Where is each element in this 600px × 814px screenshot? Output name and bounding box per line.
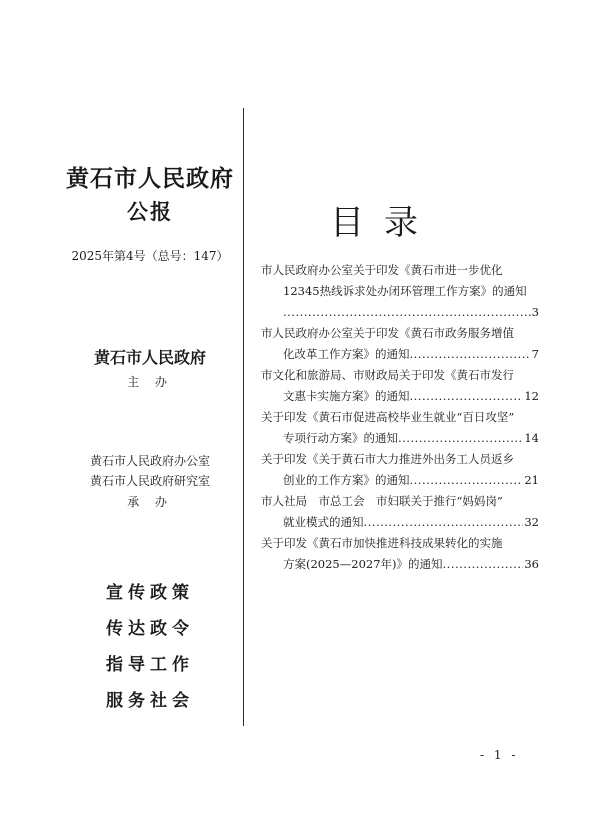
toc-entry-title-line: 方案(2025—2027年)》的通知 [283, 557, 443, 571]
toc-entry-page: 21 [524, 473, 539, 487]
toc-entry[interactable] [261, 449, 539, 491]
toc-entry-title-line: 关于印发《黄石市加快推进科技成果转化的实施 [261, 536, 503, 550]
toc-entry-title-line: 市文化和旅游局、市财政局关于印发《黄石市发行 [261, 368, 514, 382]
toc-leader-dots [410, 386, 524, 407]
toc-leader-dots [410, 470, 524, 491]
toc-leader-dots [283, 302, 532, 323]
issue-number: 2025年第4号（总号：147） [71, 249, 229, 263]
slogans [0, 578, 300, 722]
toc-entry-title-line: 关于印发《黄石市促进高校毕业生就业“百日攻坚” [261, 410, 515, 424]
toc-entry-title-line: 市人民政府办公室关于印发《黄石市进一步优化 [261, 263, 503, 277]
toc-entry-title-line: 市人社局 市总工会 市妇联关于推行“妈妈岗” [261, 494, 503, 508]
toc-entry[interactable] [261, 365, 539, 407]
toc-entry[interactable] [261, 323, 539, 365]
publication-title: 黄石市人民政府 [66, 165, 234, 192]
organizer-1: 黄石市人民政府办公室 [89, 454, 210, 468]
vertical-divider [243, 108, 244, 726]
cover-panel [0, 0, 243, 814]
toc-entry-title-line: 专项行动方案》的通知 [283, 431, 398, 445]
toc-entry-title-line: 12345热线诉求处办闭环管理工作方案》的通知 [283, 284, 527, 298]
organizer-2: 黄石市人民政府研究室 [89, 474, 210, 488]
slogan: 指导工作 [106, 655, 194, 675]
toc-entry[interactable] [261, 491, 539, 533]
toc-entry-page: 14 [524, 431, 539, 445]
publication-subtitle: 公报 [127, 199, 173, 224]
slogan: 服务社会 [106, 691, 194, 711]
page-number: - 1 - [480, 748, 519, 762]
toc-entry-title-line: 关于印发《关于黄石市大力推进外出务工人员返乡 [261, 452, 514, 466]
toc-entry-page: 3 [531, 305, 539, 319]
toc-entry-page: 36 [524, 557, 539, 571]
toc-leader-dots [410, 344, 531, 365]
sponsor-role: 主 办 [127, 375, 173, 389]
toc-entry-title-line: 就业模式的通知 [283, 515, 364, 529]
slogan: 传达政令 [106, 619, 194, 639]
organizer-role: 承 办 [127, 495, 173, 509]
toc-entry-page: 32 [524, 515, 539, 529]
toc-entry-title-line: 市人民政府办公室关于印发《黄石市政务服务增值 [261, 326, 514, 340]
toc-leader-dots [443, 554, 524, 575]
toc-entry-title-line: 文惠卡实施方案》的通知 [283, 389, 410, 403]
toc-leader-dots [364, 512, 524, 533]
toc-entry[interactable] [261, 407, 539, 449]
toc-entry-page: 12 [524, 389, 539, 403]
sponsor: 黄石市人民政府 [93, 348, 206, 367]
toc-entry[interactable] [261, 260, 539, 323]
toc-entry[interactable] [261, 533, 539, 575]
toc-title: 目录 [330, 203, 438, 243]
table-of-contents [261, 260, 539, 575]
toc-entry-title-line: 创业的工作方案》的通知 [283, 473, 410, 487]
slogan: 宣传政策 [106, 583, 194, 603]
toc-leader-dots [398, 428, 523, 449]
toc-entry-page: 7 [531, 347, 539, 361]
toc-entry-title-line: 化改革工作方案》的通知 [283, 347, 410, 361]
